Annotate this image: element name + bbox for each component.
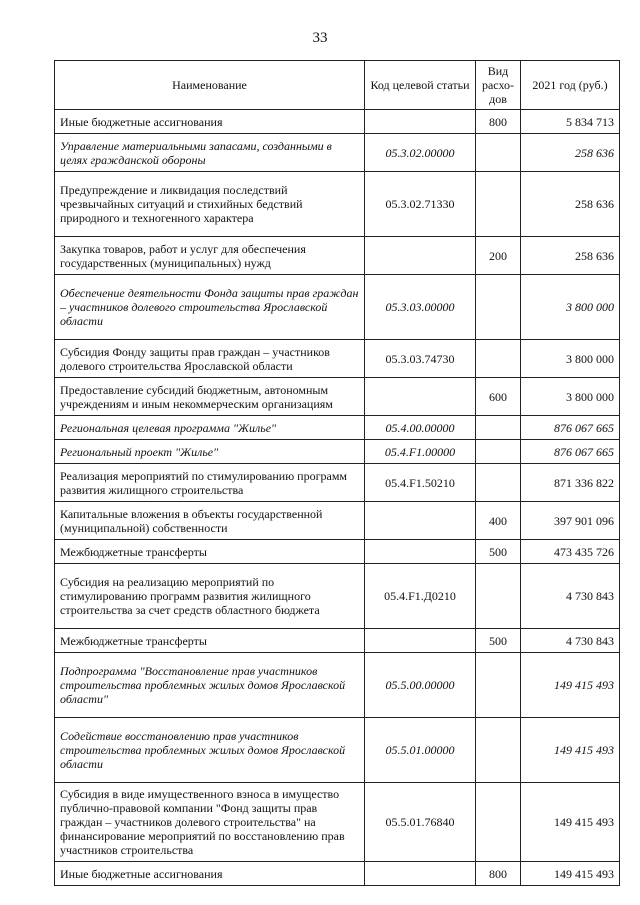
cell-code: 05.3.03.00000 [365, 275, 476, 340]
cell-vid [476, 464, 521, 502]
cell-name: Предоставление субсидий бюджетным, автономным учреждениям и иным некоммерческим организациям [55, 378, 365, 416]
cell-name: Субсидия Фонду защиты прав граждан – участников долевого строительства Ярославской области [55, 340, 365, 378]
cell-vid: 800 [476, 110, 521, 134]
cell-name: Содействие восстановлению прав участников строительства проблемных жилых домов Ярославской области [55, 718, 365, 783]
table-row [55, 134, 620, 172]
cell-name: Субсидия на реализацию мероприятий по стимулированию программ развития жилищного строительства за счет средств областного бюджета [55, 564, 365, 629]
cell-amount: 149 415 493 [521, 718, 620, 783]
cell-name: Субсидия в виде имущественного взноса в имущество публично-правовой компании "Фонд защиты прав граждан – участников долевого строительства" на финансирование мероприятий по восстановлению прав участников строительства [55, 783, 365, 862]
cell-vid: 400 [476, 502, 521, 540]
cell-vid [476, 564, 521, 629]
cell-amount: 3 800 000 [521, 340, 620, 378]
cell-amount: 876 067 665 [521, 416, 620, 440]
cell-amount: 473 435 726 [521, 540, 620, 564]
cell-amount: 258 636 [521, 134, 620, 172]
table-row [55, 416, 620, 440]
cell-name: Обеспечение деятельности Фонда защиты прав граждан – участников долевого строительства Ярославской области [55, 275, 365, 340]
cell-code [365, 629, 476, 653]
table-row [55, 718, 620, 783]
cell-code: 05.3.02.00000 [365, 134, 476, 172]
page-number: 33 [312, 30, 328, 46]
cell-vid [476, 134, 521, 172]
cell-vid: 200 [476, 237, 521, 275]
cell-name: Региональный проект "Жилье" [55, 440, 365, 464]
cell-code: 05.3.02.71330 [365, 172, 476, 237]
table-row [55, 440, 620, 464]
table-row [55, 275, 620, 340]
cell-amount: 149 415 493 [521, 862, 620, 886]
cell-code: 05.5.01.76840 [365, 783, 476, 862]
header-amount: 2021 год (руб.) [521, 61, 620, 110]
table-row [55, 340, 620, 378]
cell-code [365, 237, 476, 275]
header-code: Код целевой статьи [365, 61, 476, 110]
cell-code: 05.4.00.00000 [365, 416, 476, 440]
cell-code: 05.3.03.74730 [365, 340, 476, 378]
table-row [55, 540, 620, 564]
table-row [55, 110, 620, 134]
cell-amount: 258 636 [521, 237, 620, 275]
cell-vid [476, 653, 521, 718]
cell-name: Межбюджетные трансферты [55, 540, 365, 564]
cell-code [365, 502, 476, 540]
cell-amount: 258 636 [521, 172, 620, 237]
cell-name: Иные бюджетные ассигнования [55, 862, 365, 886]
cell-vid [476, 416, 521, 440]
cell-name: Региональная целевая программа "Жилье" [55, 416, 365, 440]
cell-code: 05.4.F1.00000 [365, 440, 476, 464]
cell-vid: 600 [476, 378, 521, 416]
table-row [55, 237, 620, 275]
cell-code: 05.5.01.00000 [365, 718, 476, 783]
table-row [55, 564, 620, 629]
cell-name: Реализация мероприятий по стимулированию программ развития жилищного строительства [55, 464, 365, 502]
table-row [55, 502, 620, 540]
cell-code [365, 110, 476, 134]
cell-code: 05.5.00.00000 [365, 653, 476, 718]
cell-name: Подпрограмма "Восстановление прав участников строительства проблемных жилых домов Ярославской области" [55, 653, 365, 718]
table-row [55, 172, 620, 237]
cell-name: Предупреждение и ликвидация последствий чрезвычайных ситуаций и стихийных бедствий природного и техногенного характера [55, 172, 365, 237]
cell-amount: 149 415 493 [521, 783, 620, 862]
cell-amount: 5 834 713 [521, 110, 620, 134]
table-row [55, 862, 620, 886]
cell-code: 05.4.F1.50210 [365, 464, 476, 502]
cell-vid [476, 783, 521, 862]
cell-code: 05.4.F1.Д0210 [365, 564, 476, 629]
cell-vid [476, 718, 521, 783]
budget-table [54, 60, 620, 886]
cell-amount: 876 067 665 [521, 440, 620, 464]
cell-vid [476, 172, 521, 237]
table-row [55, 464, 620, 502]
cell-amount: 3 800 000 [521, 378, 620, 416]
table-row [55, 653, 620, 718]
cell-vid: 800 [476, 862, 521, 886]
table-body [55, 110, 620, 886]
cell-name: Закупка товаров, работ и услуг для обеспечения государственных (муниципальных) нужд [55, 237, 365, 275]
cell-vid [476, 440, 521, 464]
table-row [55, 629, 620, 653]
cell-name: Иные бюджетные ассигнования [55, 110, 365, 134]
table-row [55, 783, 620, 862]
cell-name: Капитальные вложения в объекты государственной (муниципальной) собственности [55, 502, 365, 540]
cell-vid: 500 [476, 540, 521, 564]
cell-amount: 149 415 493 [521, 653, 620, 718]
cell-code [365, 540, 476, 564]
cell-vid: 500 [476, 629, 521, 653]
cell-code [365, 378, 476, 416]
header-name: Наименование [55, 61, 365, 110]
table-row [55, 378, 620, 416]
cell-amount: 397 901 096 [521, 502, 620, 540]
table-header-row [55, 61, 620, 110]
cell-code [365, 862, 476, 886]
cell-name: Межбюджетные трансферты [55, 629, 365, 653]
cell-amount: 4 730 843 [521, 629, 620, 653]
cell-vid [476, 275, 521, 340]
cell-amount: 3 800 000 [521, 275, 620, 340]
cell-amount: 4 730 843 [521, 564, 620, 629]
cell-vid [476, 340, 521, 378]
cell-amount: 871 336 822 [521, 464, 620, 502]
cell-name: Управление материальными запасами, созданными в целях гражданской обороны [55, 134, 365, 172]
header-vid: Вид расхо-дов [476, 61, 521, 110]
